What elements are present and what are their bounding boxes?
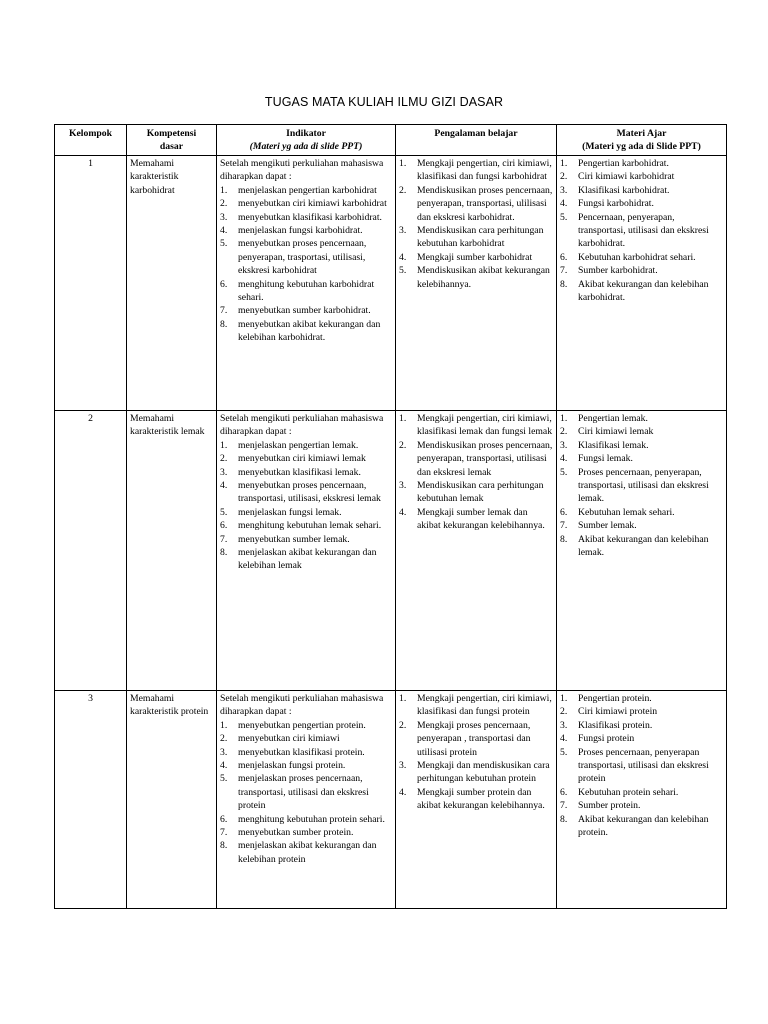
- list-number: 4.: [220, 225, 228, 237]
- list-number: 6.: [560, 506, 568, 518]
- indikator-item-list: [220, 719, 392, 866]
- list-text: Ciri kimiawi protein: [578, 706, 658, 718]
- list-number: 2.: [399, 719, 407, 731]
- materi-item: [560, 799, 723, 812]
- list-number: 4.: [399, 251, 407, 263]
- list-text: Klasifikasi protein.: [578, 719, 653, 731]
- list-number: 8.: [220, 547, 228, 559]
- indikator-item: [220, 533, 392, 546]
- indikator-cell: [217, 691, 396, 909]
- materi-item: [560, 705, 723, 718]
- list-number: 2.: [560, 706, 568, 718]
- list-text: menyebutkan klasifikasi karbohidrat.: [238, 211, 382, 223]
- header-materi: Materi Ajar (Materi yg ada di Slide PPT): [557, 125, 727, 156]
- indikator-item: [220, 237, 392, 277]
- list-text: menjelaskan akibat kekurangan dan kelebihan protein: [238, 840, 377, 865]
- list-text: Mengkaji sumber lemak dan akibat kekurangan kelebihannya.: [417, 506, 545, 532]
- list-number: 8.: [220, 318, 228, 330]
- list-text: Mendiskusikan proses pencernaan, penyerapan, transportasi, ulilisasi dan ekskresi karbohidrat.: [417, 184, 553, 223]
- indikator-item: [220, 318, 392, 345]
- indikator-item: [220, 278, 392, 305]
- list-number: 2.: [220, 198, 228, 210]
- list-text: Sumber protein.: [578, 800, 641, 812]
- kelompok-cell: 1: [55, 156, 127, 411]
- list-number: 4.: [399, 506, 407, 518]
- list-number: 4.: [560, 733, 568, 745]
- list-text: Ciri kimiawi karbohidrat: [578, 171, 675, 183]
- kompetensi-cell: Memahami karakteristik protein: [127, 691, 217, 909]
- list-text: Proses pencernaan, penyerapan, transportasi, utilisasi dan ekskresi lemak.: [578, 466, 709, 505]
- indikator-intro: Setelah mengikuti perkuliahan mahasiswa diharapkan dapat :: [220, 413, 384, 438]
- materi-item: [560, 692, 723, 705]
- materi-item: [560, 211, 723, 251]
- indikator-item: [220, 439, 392, 452]
- pengalaman-cell: [396, 411, 557, 691]
- indikator-item: [220, 452, 392, 465]
- header-kelompok: Kelompok: [55, 125, 127, 156]
- pengalaman-item: [399, 719, 553, 759]
- list-text: menghitung kebutuhan lemak sehari.: [238, 520, 382, 532]
- materi-item: [560, 412, 723, 425]
- pengalaman-item-list: [399, 692, 553, 813]
- list-text: menjelaskan fungsi karbohidrat.: [238, 225, 363, 237]
- materi-item: [560, 786, 723, 799]
- indikator-item: [220, 466, 392, 479]
- list-number: 4.: [399, 786, 407, 798]
- list-text: menghitung kebutuhan karbohidrat sehari.: [238, 278, 375, 304]
- list-number: 3.: [560, 439, 568, 451]
- materi-item: [560, 519, 723, 532]
- list-number: 5.: [220, 238, 228, 250]
- pengalaman-cell: [396, 156, 557, 411]
- indikator-item-list: [220, 184, 392, 345]
- kelompok-cell: 3: [55, 691, 127, 909]
- list-number: 5.: [560, 746, 568, 758]
- indikator-item: [220, 839, 392, 866]
- list-number: 3.: [399, 480, 407, 492]
- pengalaman-item: [399, 479, 553, 506]
- list-number: 6.: [220, 278, 228, 290]
- table-header-row: [55, 125, 727, 156]
- list-text: menyebutkan proses pencernaan, penyerapan, trasportasi, utilisasi, ekskresi karbohidrat: [238, 238, 367, 277]
- indikator-intro: Setelah mengikuti perkuliahan mahasiswa diharapkan dapat :: [220, 158, 384, 183]
- list-number: 7.: [560, 265, 568, 277]
- list-text: Mendiskusikan akibat kekurangan kelebihannya.: [417, 265, 550, 290]
- list-text: Fungsi protein: [578, 733, 635, 745]
- list-text: menjelaskan proses pencernaan, transportasi, utilisasi dan ekskresi protein: [238, 773, 369, 812]
- indikator-intro: Setelah mengikuti perkuliahan mahasiswa diharapkan dapat :: [220, 693, 384, 718]
- list-number: 3.: [220, 211, 228, 223]
- pengalaman-item: [399, 251, 553, 264]
- materi-cell: [557, 411, 727, 691]
- list-text: Pencernaan, penyerapan, transportasi, utilisasi dan ekskresi karbohidrat.: [578, 211, 709, 250]
- list-text: menyebutkan ciri kimiawi: [238, 733, 340, 745]
- pengalaman-item: [399, 412, 553, 439]
- list-text: menyebutkan akibat kekurangan dan kelebihan karbohidrat.: [238, 318, 381, 344]
- list-number: 7.: [220, 827, 228, 839]
- materi-cell: [557, 156, 727, 411]
- list-number: 3.: [220, 466, 228, 478]
- list-number: 1.: [220, 184, 228, 196]
- indikator-item: [220, 479, 392, 506]
- pengalaman-item-list: [399, 157, 553, 291]
- list-text: menghitung kebutuhan protein sehari.: [238, 813, 385, 825]
- indikator-item: [220, 506, 392, 519]
- list-number: 8.: [560, 533, 568, 545]
- list-text: menyebutkan sumber karbohidrat.: [238, 305, 371, 317]
- list-text: Pengertian protein.: [578, 693, 652, 704]
- list-number: 3.: [560, 184, 568, 196]
- list-number: 8.: [560, 813, 568, 825]
- list-number: 2.: [560, 426, 568, 438]
- kompetensi-cell: Memahami karakteristik lemak: [127, 411, 217, 691]
- list-number: 1.: [399, 413, 407, 424]
- list-text: Akibat kekurangan dan kelebihan protein.: [578, 813, 709, 839]
- materi-item: [560, 746, 723, 786]
- list-text: Fungsi karbohidrat.: [578, 198, 654, 210]
- table-row: [55, 156, 727, 411]
- pengalaman-item: [399, 157, 553, 184]
- list-text: menyebutkan sumber protein.: [238, 827, 354, 839]
- indikator-item: [220, 224, 392, 237]
- list-text: menyebutkan proses pencernaan, transportasi, utilisasi, ekskresi lemak: [238, 480, 381, 505]
- materi-item-list: [560, 692, 723, 839]
- pengalaman-item: [399, 786, 553, 813]
- list-text: Mengkaji dan mendiskusikan cara perhitungan kebutuhan protein: [417, 760, 550, 785]
- materi-item: [560, 506, 723, 519]
- materi-item: [560, 264, 723, 277]
- list-text: Pengertian karbohidrat.: [578, 158, 669, 169]
- kompetensi-cell: Memahami karakteristik karbohidrat: [127, 156, 217, 411]
- materi-cell: [557, 691, 727, 909]
- list-text: Kebutuhan karbohidrat sehari.: [578, 251, 696, 263]
- materi-item: [560, 719, 723, 732]
- list-text: Akibat kekurangan dan kelebihan karbohidrat.: [578, 278, 709, 304]
- list-text: menjelaskan akibat kekurangan dan kelebihan lemak: [238, 547, 377, 572]
- list-number: 2.: [399, 184, 407, 196]
- list-number: 7.: [220, 305, 228, 317]
- indikator-item: [220, 184, 392, 197]
- list-text: Klasifikasi karbohidrat.: [578, 184, 670, 196]
- materi-item: [560, 425, 723, 438]
- list-number: 2.: [220, 733, 228, 745]
- materi-item: [560, 278, 723, 305]
- header-indikator: Indikator (Materi yg ada di slide PPT): [217, 125, 396, 156]
- indikator-cell: [217, 156, 396, 411]
- list-text: Mengkaji sumber karbohidrat: [417, 251, 533, 263]
- indikator-item: [220, 211, 392, 224]
- list-number: 4.: [560, 453, 568, 465]
- materi-item: [560, 251, 723, 264]
- pengalaman-item: [399, 692, 553, 719]
- indikator-item: [220, 197, 392, 210]
- list-number: 2.: [560, 171, 568, 183]
- list-number: 3.: [399, 225, 407, 237]
- list-number: 6.: [220, 520, 228, 532]
- list-text: Mengkaji pengertian, ciri kimiawi, klasifikasi dan fungsi protein: [417, 693, 552, 718]
- list-text: menyebutkan pengertian protein.: [238, 719, 366, 731]
- indikator-item: [220, 759, 392, 772]
- list-number: 3.: [560, 719, 568, 731]
- list-number: 7.: [220, 533, 228, 545]
- indikator-item: [220, 813, 392, 826]
- list-text: menyebutkan klasifikasi protein.: [238, 746, 365, 758]
- list-number: 5.: [220, 506, 228, 518]
- list-text: Mendiskusikan cara perhitungan kebutuhan lemak: [417, 480, 544, 505]
- list-number: 5.: [560, 211, 568, 223]
- list-text: menyebutkan ciri kimiawi lemak: [238, 453, 366, 465]
- pengalaman-item: [399, 264, 553, 291]
- pengalaman-item: [399, 439, 553, 479]
- materi-item-list: [560, 412, 723, 559]
- materi-item: [560, 439, 723, 452]
- list-text: menjelaskan fungsi lemak.: [238, 506, 342, 518]
- list-number: 7.: [560, 520, 568, 532]
- pengalaman-item: [399, 224, 553, 251]
- table-row: [55, 691, 727, 909]
- list-text: Mengkaji pengertian, ciri kimiawi, klasifikasi dan fungsi karbohidrat: [417, 158, 552, 183]
- list-number: 7.: [560, 800, 568, 812]
- list-text: Mendiskusikan cara perhitungan kebutuhan karbohidrat: [417, 225, 544, 250]
- indikator-item-list: [220, 439, 392, 573]
- list-number: 2.: [220, 453, 228, 465]
- list-number: 6.: [560, 251, 568, 263]
- kelompok-cell: 2: [55, 411, 127, 691]
- list-number: 6.: [220, 813, 228, 825]
- list-number: 5.: [220, 773, 228, 785]
- indikator-item: [220, 719, 392, 732]
- list-text: menyebutkan klasifikasi lemak.: [238, 466, 361, 478]
- materi-item: [560, 157, 723, 170]
- list-text: Sumber karbohidrat.: [578, 265, 658, 277]
- list-number: 1.: [399, 158, 407, 169]
- list-text: menjelaskan pengertian lemak.: [238, 439, 359, 451]
- indikator-item: [220, 519, 392, 532]
- materi-item: [560, 197, 723, 210]
- list-text: Kebutuhan lemak sehari.: [578, 506, 675, 518]
- materi-item: [560, 533, 723, 560]
- indikator-item: [220, 826, 392, 839]
- list-number: 1.: [220, 719, 228, 731]
- list-text: menjelaskan fungsi protein.: [238, 760, 346, 772]
- list-text: menyebutkan ciri kimiawi karbohidrat: [238, 198, 387, 210]
- list-text: Ciri kimiawi lemak: [578, 426, 654, 438]
- materi-item: [560, 452, 723, 465]
- pengalaman-item: [399, 506, 553, 533]
- list-text: Mengkaji pengertian, ciri kimiawi, klasifikasi lemak dan fungsi lemak: [417, 413, 553, 438]
- list-text: Pengertian lemak.: [578, 413, 648, 424]
- list-number: 1.: [560, 158, 568, 169]
- indikator-item: [220, 546, 392, 573]
- list-number: 1.: [220, 439, 228, 451]
- list-text: Mengkaji proses pencernaan, penyerapan , transportasi dan utilisasi protein: [417, 719, 531, 758]
- list-number: 5.: [399, 265, 407, 277]
- list-text: Klasifikasi lemak.: [578, 439, 649, 451]
- pengalaman-cell: [396, 691, 557, 909]
- pengalaman-item: [399, 759, 553, 786]
- indikator-item: [220, 746, 392, 759]
- pengalaman-item: [399, 184, 553, 224]
- list-number: 3.: [220, 746, 228, 758]
- materi-item: [560, 466, 723, 506]
- indikator-item: [220, 304, 392, 317]
- list-number: 8.: [220, 840, 228, 852]
- list-number: 5.: [560, 466, 568, 478]
- list-number: 8.: [560, 278, 568, 290]
- competency-table: [54, 124, 727, 909]
- list-number: 4.: [560, 198, 568, 210]
- indikator-cell: [217, 411, 396, 691]
- list-number: 4.: [220, 760, 228, 772]
- indikator-item: [220, 732, 392, 745]
- table-row: [55, 411, 727, 691]
- materi-item: [560, 813, 723, 840]
- list-text: menjelaskan pengertian karbohidrat: [238, 184, 377, 196]
- pengalaman-item-list: [399, 412, 553, 533]
- list-number: 1.: [560, 693, 568, 704]
- list-text: Akibat kekurangan dan kelebihan lemak.: [578, 533, 709, 559]
- materi-item: [560, 732, 723, 745]
- list-number: 6.: [560, 786, 568, 798]
- list-text: menyebutkan sumber lemak.: [238, 533, 350, 545]
- list-number: 2.: [399, 439, 407, 451]
- list-text: Proses pencernaan, penyerapan transportasi, utilisasi dan ekskresi protein: [578, 746, 709, 785]
- indikator-item: [220, 772, 392, 812]
- list-number: 1.: [399, 693, 407, 704]
- list-text: Mendiskusikan proses pencernaan, penyerapan, transportasi, utilisasi dan ekskresi lemak: [417, 439, 553, 478]
- materi-item: [560, 170, 723, 183]
- header-pengalaman: Pengalaman belajar: [396, 125, 557, 156]
- list-text: Sumber lemak.: [578, 520, 637, 532]
- list-text: Mengkaji sumber protein dan akibat kekurangan kelebihannya.: [417, 786, 545, 812]
- page-title: TUGAS MATA KULIAH ILMU GIZI DASAR: [264, 95, 504, 109]
- list-number: 1.: [560, 413, 568, 424]
- list-text: Fungsi lemak.: [578, 453, 633, 465]
- list-number: 4.: [220, 480, 228, 492]
- list-number: 3.: [399, 760, 407, 772]
- list-text: Kebutuhan protein sehari.: [578, 786, 679, 798]
- materi-item-list: [560, 157, 723, 304]
- materi-item: [560, 184, 723, 197]
- header-kompetensi: Kompetensi dasar: [127, 125, 217, 156]
